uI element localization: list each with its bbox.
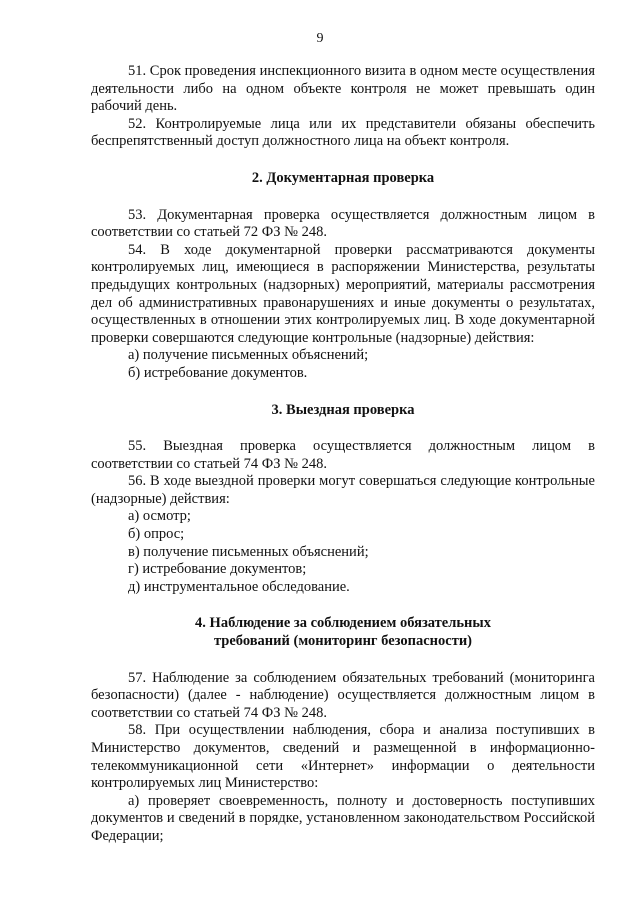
list-item: а) получение письменных объяснений; xyxy=(128,347,369,364)
section-heading-documentary-inspection: 2. Документарная проверка xyxy=(251,169,435,186)
page-number: 9 xyxy=(316,31,324,46)
list-item: д) инструментальное обследование. xyxy=(128,578,350,595)
section-heading-monitoring xyxy=(91,615,595,650)
section-heading-field-inspection: 3. Выездная проверка xyxy=(271,401,415,418)
paragraph-58-a: а) проверяет своевременность, полноту и достоверность поступивших документов и сведений в порядке, установленном законодательством Российской Федерации; xyxy=(91,792,595,844)
list-item: а) осмотр; xyxy=(128,508,191,525)
list-item: в) получение письменных объяснений; xyxy=(128,543,369,560)
paragraph-57: 57. Наблюдение за соблюдением обязательных требований (мониторинга безопасности) (далее - наблюдение) осуществляется должностным лицом в соответствии со статьей 74 ФЗ № 248. xyxy=(91,669,595,721)
paragraph-55: 55. Выездная проверка осуществляется должностным лицом в соответствии со статьей 74 ФЗ № 248. xyxy=(91,438,595,472)
paragraph-58: 58. При осуществлении наблюдения, сбора и анализа поступивших в Министерство документов, сведений и размещенной в информационно-телекоммуникационной сети «Интернет» информации о деятельности контролируемых лиц Министерство: xyxy=(91,722,595,792)
section-heading-line: требований (мониторинг безопасности) xyxy=(213,633,473,650)
document-body xyxy=(91,63,595,846)
list-item: б) опрос; xyxy=(128,526,185,543)
list-item: б) истребование документов. xyxy=(128,364,308,381)
list-item: г) истребование документов; xyxy=(128,561,307,578)
section-heading-line: 4. Наблюдение за соблюдением обязательных xyxy=(195,615,491,632)
paragraph-56: 56. В ходе выездной проверки могут совершаться следующие контрольные (надзорные) действия: xyxy=(91,473,595,507)
paragraph-52: 52. Контролируемые лица или их представители обязаны обеспечить беспрепятственный доступ должностного лица на объект контроля. xyxy=(91,115,595,150)
paragraph-51: 51. Срок проведения инспекционного визита в одном месте осуществления деятельности либо на одном объекте контроля не может превышать один рабочий день. xyxy=(91,63,595,115)
paragraph-53: 53. Документарная проверка осуществляется должностным лицом в соответствии со статьей 72 ФЗ № 248. xyxy=(91,206,595,241)
paragraph-54: 54. В ходе документарной проверки рассматриваются документы контролируемых лиц, имеющиеся в распоряжении Министерства, результаты предыдущих контрольных (надзорных) мероприятий, материалы рассмотрения дел об административных правонарушениях и иные документы о результатах, осуществленных в отношении этих контролируемых лиц. В ходе документарной проверки совершаются следующие контрольные (надзорные) действия: xyxy=(91,241,595,346)
